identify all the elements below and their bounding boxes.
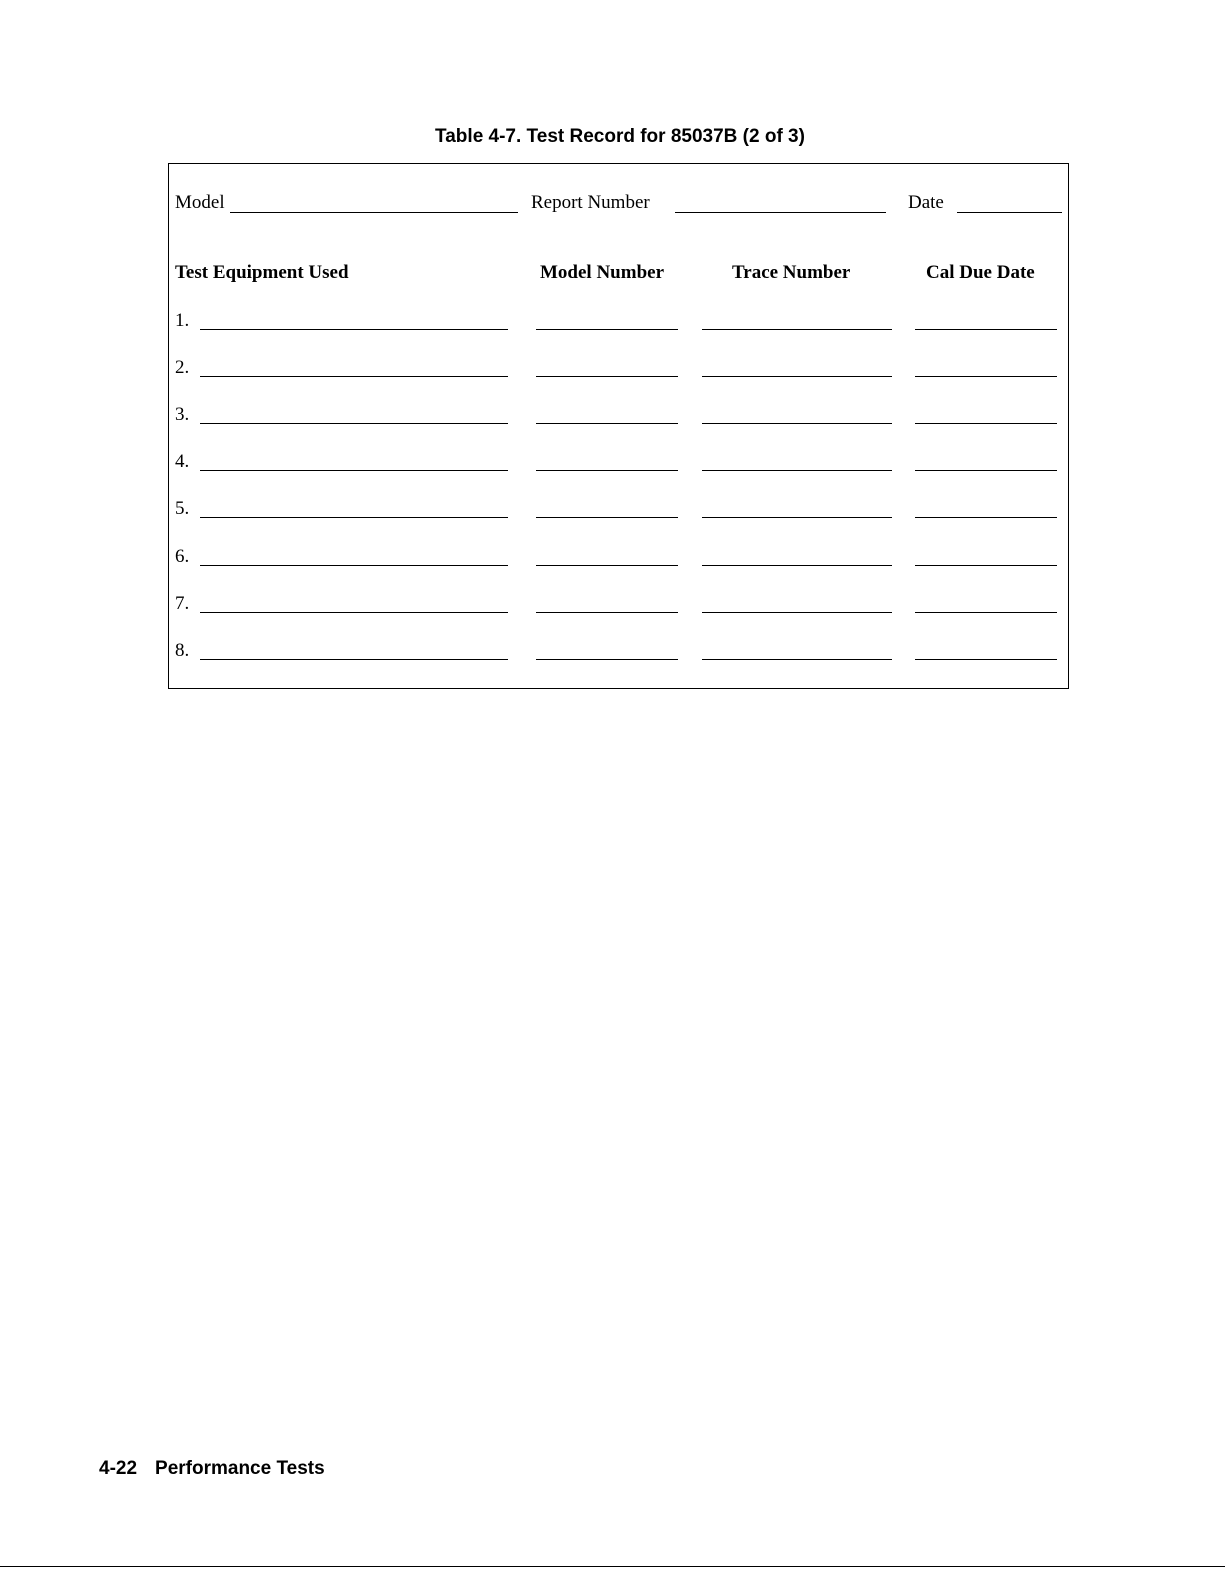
equipment-entry-line[interactable]	[200, 329, 508, 330]
trace-number-entry-line[interactable]	[702, 659, 892, 660]
trace-number-entry-line[interactable]	[702, 470, 892, 471]
row-number: 6.	[175, 546, 190, 567]
date-entry-line[interactable]	[957, 212, 1062, 213]
model-number-entry-line[interactable]	[536, 329, 678, 330]
row-number: 2.	[175, 357, 190, 378]
model-number-entry-line[interactable]	[536, 470, 678, 471]
column-header-model-number: Model Number	[540, 262, 665, 283]
row-number: 8.	[175, 640, 190, 661]
table-row	[169, 546, 1068, 576]
row-number: 7.	[175, 593, 190, 614]
row-number: 4.	[175, 451, 190, 472]
column-header-trace-number: Trace Number	[732, 262, 851, 283]
equipment-entry-line[interactable]	[200, 470, 508, 471]
model-number-entry-line[interactable]	[536, 612, 678, 613]
model-label: Model	[175, 192, 225, 213]
table-row	[169, 593, 1068, 623]
trace-number-entry-line[interactable]	[702, 612, 892, 613]
model-number-entry-line[interactable]	[536, 423, 678, 424]
trace-number-entry-line[interactable]	[702, 565, 892, 566]
row-number: 1.	[175, 310, 190, 331]
report-number-entry-line[interactable]	[675, 212, 886, 213]
equipment-entry-line[interactable]	[200, 659, 508, 660]
trace-number-entry-line[interactable]	[702, 423, 892, 424]
equipment-entry-line[interactable]	[200, 517, 508, 518]
model-number-entry-line[interactable]	[536, 659, 678, 660]
model-number-entry-line[interactable]	[536, 517, 678, 518]
table-row	[169, 498, 1068, 528]
equipment-entry-line[interactable]	[200, 612, 508, 613]
trace-number-entry-line[interactable]	[702, 329, 892, 330]
bottom-rule	[0, 1566, 1225, 1567]
equipment-entry-line[interactable]	[200, 376, 508, 377]
cal-due-date-entry-line[interactable]	[915, 329, 1057, 330]
cal-due-date-entry-line[interactable]	[915, 517, 1057, 518]
trace-number-entry-line[interactable]	[702, 376, 892, 377]
section-title: Performance Tests	[155, 1458, 325, 1479]
row-number: 3.	[175, 404, 190, 425]
table-title: Table 4-7. Test Record for 85037B (2 of 3)	[435, 126, 805, 147]
model-number-entry-line[interactable]	[536, 565, 678, 566]
cal-due-date-entry-line[interactable]	[915, 659, 1057, 660]
cal-due-date-entry-line[interactable]	[915, 612, 1057, 613]
page-number: 4-22	[99, 1458, 138, 1479]
column-header-cal-due-date: Cal Due Date	[926, 262, 1035, 283]
table-row	[169, 357, 1068, 387]
cal-due-date-entry-line[interactable]	[915, 376, 1057, 377]
row-number: 5.	[175, 498, 190, 519]
equipment-entry-line[interactable]	[200, 565, 508, 566]
model-number-entry-line[interactable]	[536, 376, 678, 377]
table-row	[169, 640, 1068, 670]
table-row	[169, 404, 1068, 434]
model-entry-line[interactable]	[230, 212, 518, 213]
cal-due-date-entry-line[interactable]	[915, 470, 1057, 471]
report-number-label: Report Number	[531, 192, 650, 213]
trace-number-entry-line[interactable]	[702, 517, 892, 518]
date-label: Date	[908, 192, 944, 213]
table-row	[169, 451, 1068, 481]
cal-due-date-entry-line[interactable]	[915, 565, 1057, 566]
page-footer	[99, 1458, 325, 1480]
test-record-form	[168, 163, 1069, 689]
column-header-test-equipment: Test Equipment Used	[175, 262, 349, 283]
cal-due-date-entry-line[interactable]	[915, 423, 1057, 424]
table-row	[169, 310, 1068, 340]
equipment-entry-line[interactable]	[200, 423, 508, 424]
